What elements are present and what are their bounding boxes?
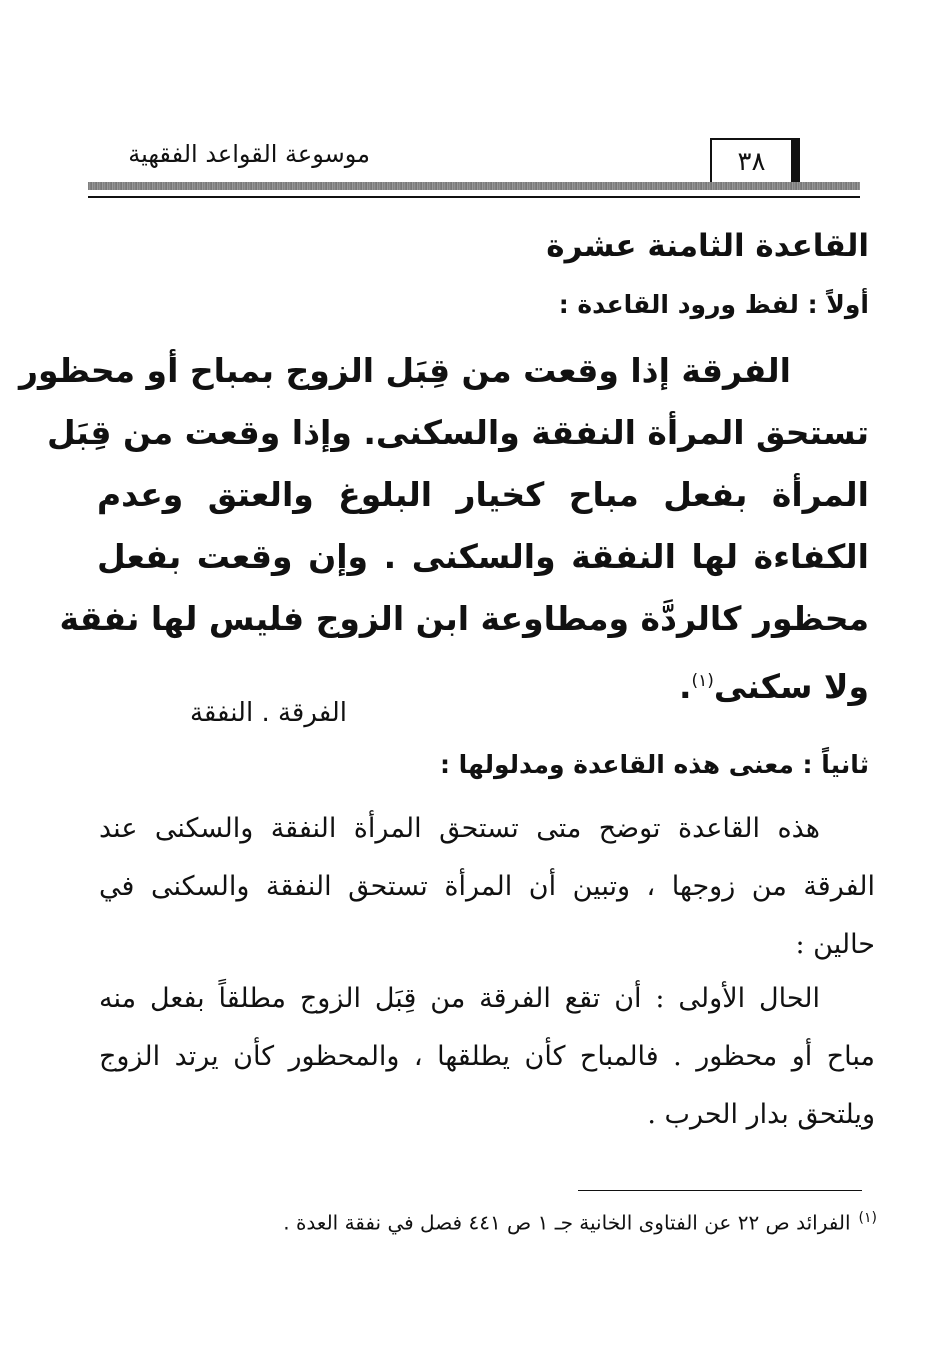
rule-heading: القاعدة الثامنة عشرة [546, 228, 869, 264]
paragraph-line: ويلتحق بدار الحرب . [647, 1099, 875, 1130]
rule-line: الفرقة إذا وقعت من قِبَل الزوج بمباح أو محظور [19, 351, 791, 390]
rule-end-mark: . [678, 667, 692, 706]
section-one-label: أولاً : لفظ ورود القاعدة : [558, 290, 869, 319]
rule-text [19, 340, 869, 712]
page-number: ٣٨ [710, 138, 800, 182]
paragraph-line: هذه القاعدة توضح متى تستحق المرأة النفقة والسكنى عند [99, 813, 820, 844]
section-two-label: ثانياً : معنى هذه القاعدة ومدلولها : [439, 750, 869, 779]
footnote-text: الفرائد ص ٢٢ عن الفتاوى الخانية جـ ١ ص ٤٤١ فصل في نفقة العدة . [283, 1210, 851, 1235]
paragraph-two [99, 970, 875, 1144]
paragraph-line: مباح أو محظور . فالمباح كأن يطلقها ، والمحظور كأن يرتد الزوج [99, 1041, 875, 1072]
rule-line: ولا سكنى [713, 667, 869, 706]
footnote [283, 1210, 877, 1235]
footnote-reference: (١) [691, 671, 714, 691]
footnote-separator [578, 1190, 862, 1191]
header-stripe [88, 182, 860, 190]
rule-line: الكفاءة لها النفقة والسكنى . وإن وقعت بفعل [97, 537, 869, 576]
paragraph-one [99, 800, 875, 974]
paragraph-line: حالين : [795, 929, 875, 960]
rule-line: المرأة بفعل مباح كخيار البلوغ والعتق وعدم [97, 475, 869, 514]
keywords: الفرقة . النفقة [189, 698, 347, 728]
paragraph-line: الفرقة من زوجها ، وتبين أن المرأة تستحق النفقة والسكنى في [99, 871, 875, 902]
page-header [88, 138, 860, 210]
book-title: موسوعة القواعد الفقهية [128, 140, 370, 168]
rule-line: محظور كالردَّة ومطاوعة ابن الزوج فليس لها نفقة [59, 599, 869, 638]
rule-line: تستحق المرأة النفقة والسكنى. وإذا وقعت من قِبَل [46, 413, 869, 452]
header-rule [88, 196, 860, 198]
footnote-mark: (١) [858, 1210, 877, 1226]
paragraph-line: الحال الأولى : أن تقع الفرقة من قِبَل الزوج مطلقاً بفعل منه [99, 983, 820, 1014]
